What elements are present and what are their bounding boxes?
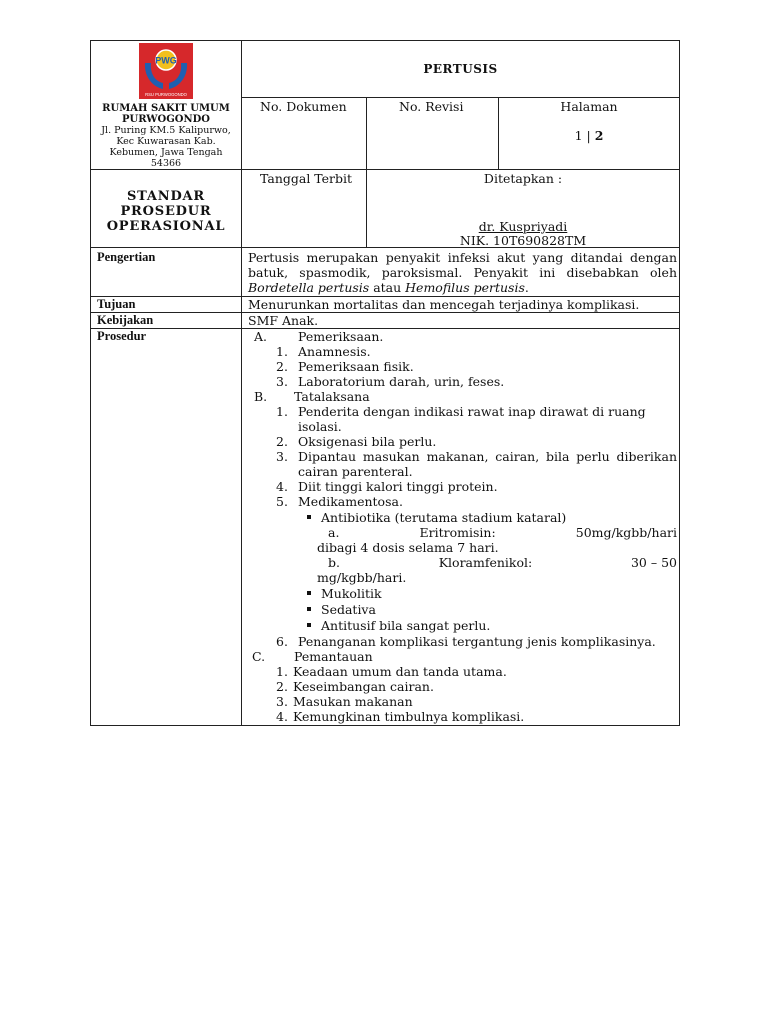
address-line: Kec Kuwarasan Kab. bbox=[116, 136, 216, 147]
section-a-list bbox=[248, 344, 677, 389]
list-item: 2. Pemeriksaan fisik. bbox=[276, 359, 414, 374]
definition-label: Pengertian bbox=[91, 248, 242, 297]
address-line: Kebumen, Jawa Tengah bbox=[109, 147, 223, 158]
content-table bbox=[90, 247, 680, 726]
issue-date-label: Tanggal Terbit bbox=[242, 170, 367, 248]
list-item: 2. Oksigenasi bila perlu. bbox=[276, 434, 437, 449]
section-b-heading: B. Tatalaksana bbox=[254, 389, 370, 404]
hospital-identity bbox=[91, 41, 242, 170]
bullet-item: Mukolitik bbox=[248, 586, 677, 601]
address-line: Jl. Puring KM.5 Kalipurwo, bbox=[101, 125, 231, 136]
goal-label: Tujuan bbox=[91, 297, 242, 313]
list-item: 3. Masukan makanan bbox=[276, 694, 413, 709]
definition-text: Pertusis merupakan penyakit infeksi akut yang ditandai dengan batuk, spasmodik, paroksismal. Penyakit ini disebabkan oleh Bordetella pertusis atau Hemofilus pertusis. bbox=[242, 248, 680, 297]
list-item: 2. Keseimbangan cairan. bbox=[276, 679, 434, 694]
approver-name: dr. Kuspriyadi bbox=[478, 219, 568, 234]
sop-document bbox=[90, 40, 679, 726]
page-number: 1 | 2 bbox=[574, 128, 604, 143]
approval-cell bbox=[367, 170, 680, 248]
list-item: 1. Anamnesis. bbox=[276, 344, 371, 359]
policy-label: Kebijakan bbox=[91, 313, 242, 329]
bullet-item: Sedativa bbox=[248, 602, 677, 617]
page-label: Halaman bbox=[560, 99, 618, 114]
document-title: PERTUSIS bbox=[242, 41, 680, 98]
policy-text: SMF Anak. bbox=[242, 313, 680, 329]
hospital-address bbox=[93, 125, 239, 169]
procedure-content bbox=[242, 329, 680, 726]
section-c-list bbox=[248, 664, 677, 724]
hospital-name: RUMAH SAKIT UMUM PURWOGONDO bbox=[102, 103, 230, 125]
section-a-heading: A. Pemeriksaan. bbox=[254, 329, 384, 344]
procedure-label: Prosedur bbox=[91, 329, 242, 726]
goal-text: Menurunkan mortalitas dan mencegah terjadinya komplikasi. bbox=[242, 297, 680, 313]
approver-nik: NIK. 10T690828TM bbox=[459, 233, 587, 248]
list-item: 4. Kemungkinan timbulnya komplikasi. bbox=[276, 709, 525, 724]
section-b-list bbox=[248, 404, 677, 509]
section-c-heading: C. Pemantauan bbox=[252, 649, 373, 664]
section-b-list-cont bbox=[248, 634, 677, 649]
list-item: 4. Diit tinggi kalori tinggi protein. bbox=[276, 479, 498, 494]
doc-number-label: No. Dokumen bbox=[242, 98, 367, 170]
revision-label: No. Revisi bbox=[367, 98, 499, 170]
list-item: 5. Medikamentosa. bbox=[276, 494, 403, 509]
svg-text:PWG: PWG bbox=[155, 55, 177, 66]
sop-heading: STANDAR PROSEDUR OPERASIONAL bbox=[91, 170, 242, 248]
list-item: 1. Keadaan umum dan tanda utama. bbox=[276, 664, 507, 679]
approved-label: Ditetapkan : bbox=[483, 171, 563, 186]
hospital-logo-icon bbox=[139, 43, 193, 99]
list-item: 3. Laboratorium darah, urin, feses. bbox=[276, 374, 505, 389]
list-item: 6. Penanganan komplikasi tergantung jenis komplikasinya. bbox=[276, 634, 656, 649]
list-item: 3. Dipantau masukan makanan, cairan, bila perlu diberikan cairan parenteral. bbox=[276, 449, 677, 479]
bullet-item: Antitusif bila sangat perlu. bbox=[248, 618, 677, 633]
list-item: 1. Penderita dengan indikasi rawat inap dirawat di ruang isolasi. bbox=[276, 404, 646, 434]
svg-text:RSU PURWOGONDO: RSU PURWOGONDO bbox=[145, 92, 187, 97]
page-cell bbox=[499, 98, 680, 170]
bullet-item: Antibiotika (terutama stadium kataral) bbox=[248, 510, 677, 525]
header-table bbox=[90, 40, 680, 248]
antibiotic-a: a. Eritromisin: 50mg/kgbb/hari dibagi 4 dosis selama 7 hari. bbox=[317, 525, 677, 555]
address-line: 54366 bbox=[150, 158, 182, 169]
antibiotic-b: b. Kloramfenikol: 30 – 50 mg/kgbb/hari. bbox=[317, 555, 677, 585]
